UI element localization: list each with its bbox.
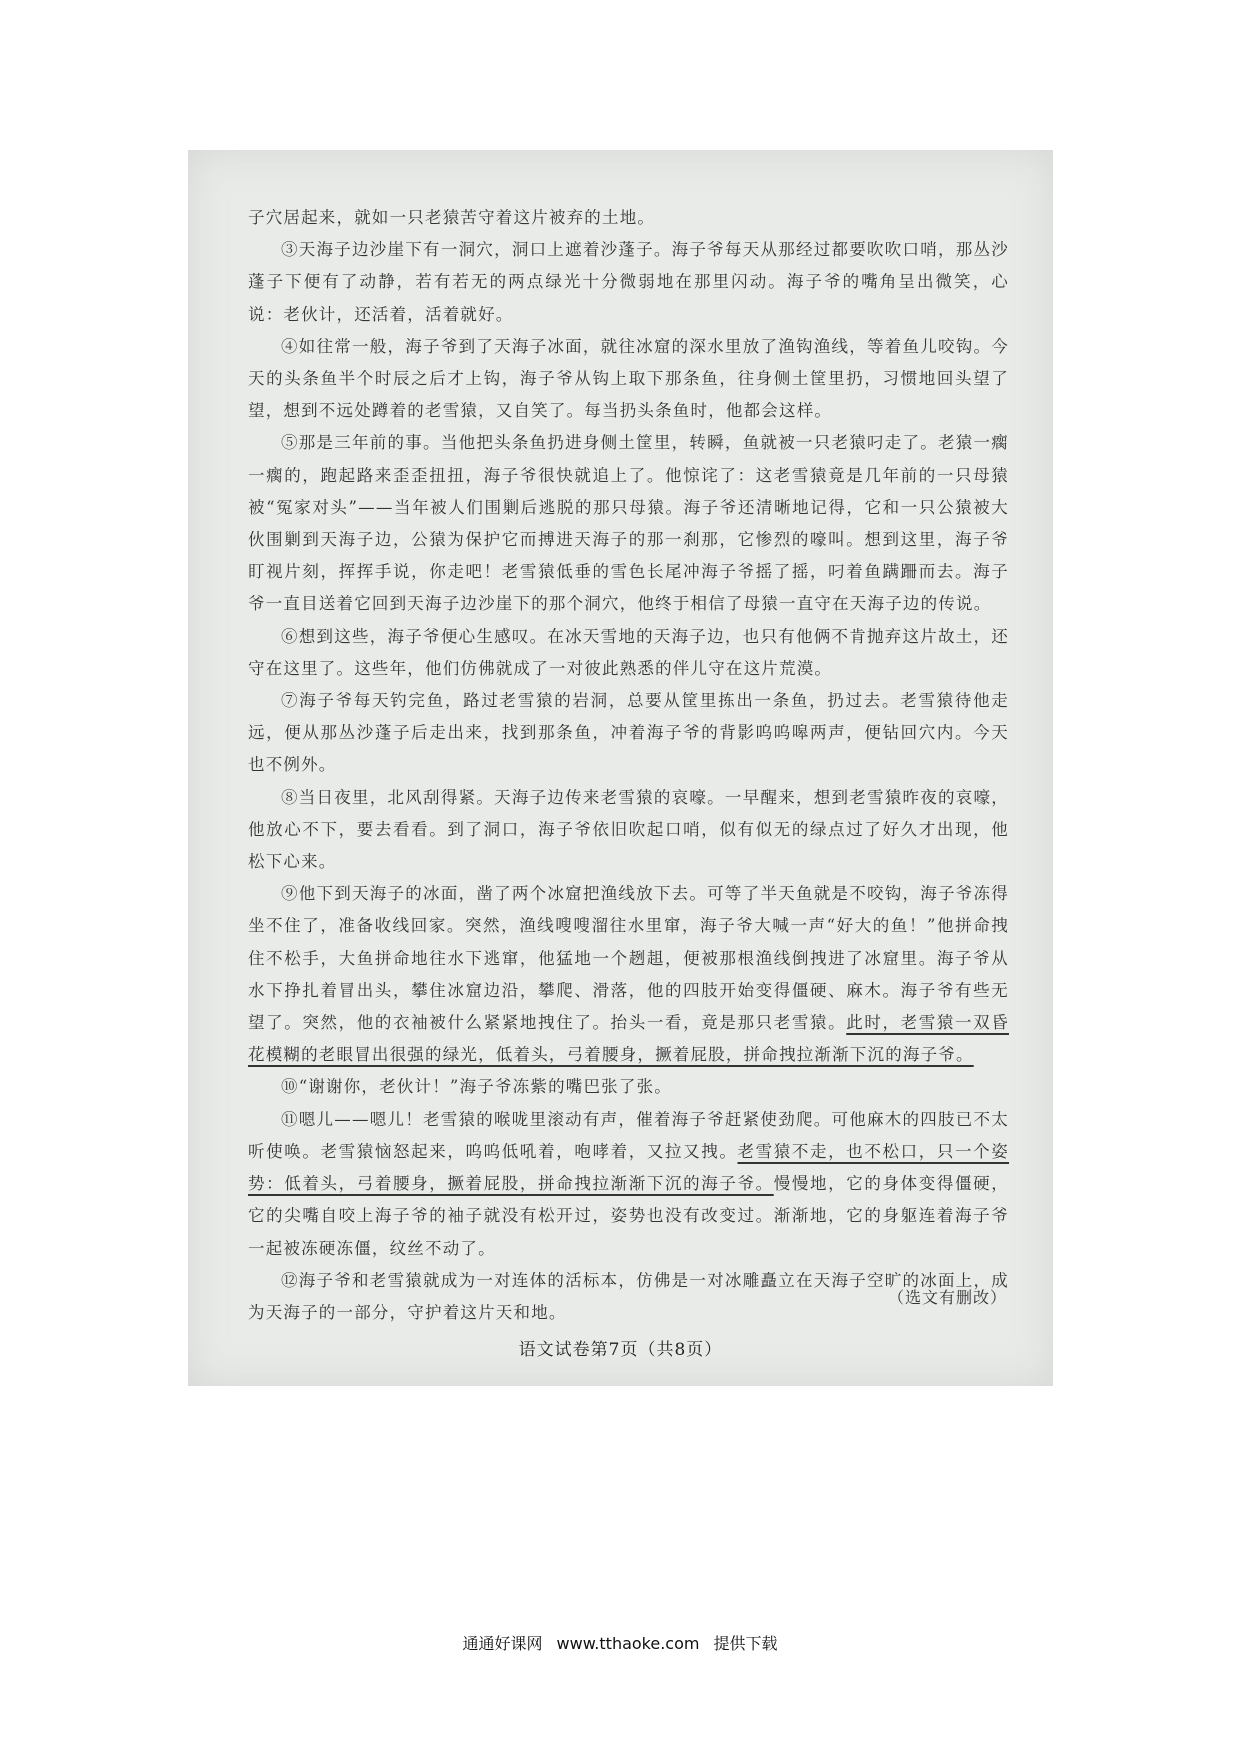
- footer: [0, 1631, 1240, 1654]
- paragraph-p4: ④如往常一般，海子爷到了天海子冰面，就往冰窟的深水里放了渔钩渔线，等着鱼儿咬钩。今天的头条鱼半个时辰之后才上钩，海子爷从钩上取下那条鱼，往身侧土筐里扔，习惯地回头望了望，想到不远处蹲着的老雪猿，又自笑了。每当扔头条鱼时，他都会这样。: [248, 336, 1009, 421]
- paragraph-p7: ⑦海子爷每天钓完鱼，路过老雪猿的岩洞，总要从筐里拣出一条鱼，扔过去。老雪猿待他走远，便从那丛沙蓬子后走出来，找到那条鱼，冲着海子爷的背影呜呜嗥两声，便钻回穴内。今天也不例外。: [248, 691, 1009, 775]
- paragraph-9-underlined: 此时，老雪猿一双昏花模糊的老眼冒出很强的绿光，低着头，弓着腰身，撅着屁股，拼命拽拉渐渐下沉的海子爷。: [248, 1013, 1009, 1065]
- source-note: （选文有删改）: [887, 1288, 1007, 1307]
- paragraph-p0: 子穴居起来，就如一只老猿苦守着这片被弃的土地。: [248, 208, 656, 227]
- page-number: 语文试卷第7页（共8页）: [518, 1340, 723, 1360]
- paragraph-10: ⑩“谢谢你，老伙计！”海子爷冻紫的嘴巴张了张。: [281, 1077, 672, 1097]
- footer-suffix: 提供下载: [713, 1634, 778, 1653]
- paragraph-p6: ⑥想到这些，海子爷便心生感叹。在冰天雪地的天海子边，也只有他俩不肯抛弃这片故土，还守在这里了。这些年，他们仿佛就成了一对彼此熟悉的伴儿守在这片荒漠。: [248, 626, 1009, 678]
- paragraph-9-text: ⑨他下到天海子的冰面，凿了两个冰窟把渔线放下去。可等了半天鱼就是不咬钩，海子爷冻得坐不住了，准备收线回家。突然，渔线嗖嗖溜往水里窜，海子爷大喊一声“好大的鱼！”他拼命拽住不松手，大鱼拼命地往水下逃窜，他猛地一个趔趄，便被那根渔线倒拽进了冰窟里。海子爷从水下挣扎着冒出头，攀住冰窟边沿，攀爬、滑落，他的四肢开始变得僵硬、麻木。海子爷有些无望了。突然，他的衣袖被什么紧紧地拽住了。抬头一看，竟是那只老雪猿。: [248, 884, 1009, 1033]
- scanned-page: [188, 150, 1053, 1386]
- footer-url[interactable]: www.tthaoke.com: [556, 1634, 700, 1653]
- paragraph-11: [248, 1104, 1009, 1265]
- paragraph-12: ⑫海子爷和老雪猿就成为一对连体的活标本，仿佛是一对冰雕矗立在天海子空旷的冰面上，成为天海子的一部分，守护着这片天和地。: [248, 1270, 1009, 1322]
- paragraph-p8: ⑧当日夜里，北风刮得紧。天海子边传来老雪猿的哀嚎。一早醒来，想到老雪猿昨夜的哀嚎，他放心不下，要去看看。到了洞口，海子爷依旧吹起口哨，似有似无的绿点过了好久才出现，他松下心来。: [248, 787, 1009, 872]
- paragraph-p3: ③天海子边沙崖下有一洞穴，洞口上遮着沙蓬子。海子爷每天从那经过都要吹吹口哨，那丛沙蓬子下便有了动静，若有若无的两点绿光十分微弱地在那里闪动。海子爷的嘴角呈出微笑，心说：老伙计，还活着，活着就好。: [248, 240, 1009, 324]
- paragraph-11-text-a: ⑪嗯儿——嗯儿！老雪猿的喉咙里滚动有声，催着海子爷赶紧使劲爬。可他麻木的四肢已不太听使唤。老雪猿恼怒起来，呜呜低吼着，咆哮着，又拉又拽。: [248, 1109, 1009, 1161]
- paragraph-11-underlined: 老雪猿不走，也不松口，只一个姿势：低着头，弓着腰身，撅着屁股，拼命拽拉渐渐下沉的海子爷。: [248, 1141, 1010, 1194]
- reading-passage: [248, 202, 1009, 878]
- paragraph-9: [248, 878, 1009, 1071]
- paragraph-11-text-b: 慢慢地，它的身体变得僵硬，它的尖嘴自咬上海子爷的袖子就没有松开过，姿势也没有改变过。渐渐地，它的身躯连着海子爷一起被冻硬冻僵，纹丝不动了。: [248, 1174, 1009, 1258]
- footer-site: 通通好课网: [462, 1634, 543, 1653]
- paragraph-p5: ⑤那是三年前的事。当他把头条鱼扔进身侧土筐里，转瞬，鱼就被一只老猿叼走了。老猿一瘸一瘸的，跑起路来歪歪扭扭，海子爷很快就追上了。他惊诧了：这老雪猿竟是几年前的一只母猿被“冤家对头”——当年被人们围剿后逃脱的那只母猿。海子爷还清晰地记得，它和一只公猿被大伙围剿到天海子边，公猿为保护它而搏进天海子的那一刹那，它惨烈的嚎叫。想到这里，海子爷盯视片刻，挥挥手说，你走吧！老雪猿低垂的雪色长尾冲海子爷摇了摇，叼着鱼蹒跚而去。海子爷一直目送着它回到天海子边沙崖下的那个洞穴，他终于相信了母猿一直守在天海子边的传说。: [248, 433, 1009, 614]
